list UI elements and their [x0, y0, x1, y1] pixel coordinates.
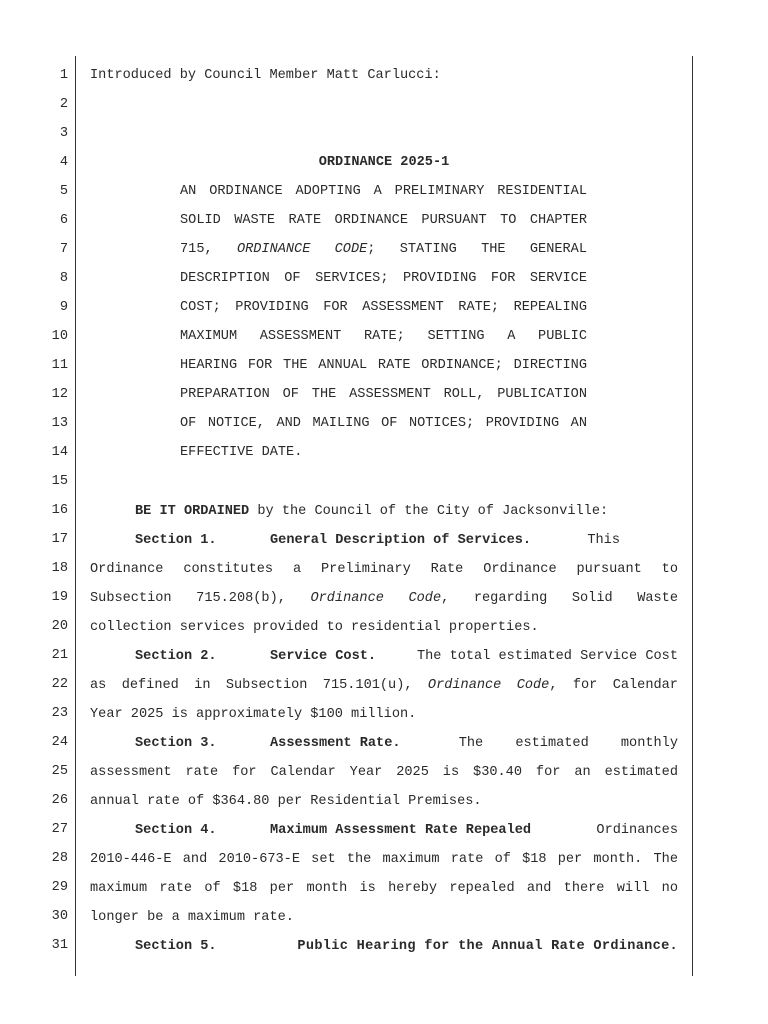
ordinance-code-citation: Ordinance Code: [310, 591, 442, 606]
line-number: 28: [51, 851, 68, 866]
line-number: 12: [51, 387, 68, 402]
line-number: 18: [51, 561, 68, 576]
caption-line-9: COST; PROVIDING FOR ASSESSMENT RATE; REPEALING: [180, 300, 587, 315]
body-text: as defined in Subsection 715.101(u),: [90, 678, 428, 693]
line-number: 2: [59, 97, 68, 112]
body-line-28: 2010-446-E and 2010-673-E set the maximum rate of $18 per month. The: [90, 852, 678, 867]
caption-line-13: OF NOTICE, AND MAILING OF NOTICES; PROVIDING AN: [180, 416, 587, 431]
line-number: 14: [51, 445, 68, 460]
line-number: 20: [51, 619, 68, 634]
enacting-text: by the Council of the City of Jacksonville:: [249, 504, 609, 519]
section-text: Ordinances: [596, 823, 678, 838]
line-number: 23: [51, 706, 68, 721]
caption-line-14: EFFECTIVE DATE.: [180, 445, 303, 460]
caption-line-8: DESCRIPTION OF SERVICES; PROVIDING FOR SERVICE: [180, 271, 587, 286]
section-title: Service Cost.: [270, 649, 377, 664]
section-4-heading: [90, 816, 678, 845]
line-number: 5: [59, 184, 68, 199]
caption-line-12: PREPARATION OF THE ASSESSMENT ROLL, PUBLICATION: [180, 387, 587, 402]
ordinance-code-citation: ORDINANCE CODE: [236, 242, 368, 257]
section-number: Section 4.: [135, 823, 217, 838]
body-line-23: Year 2025 is approximately $100 million.: [90, 707, 417, 722]
line-number: 27: [51, 822, 68, 837]
section-number: Section 3.: [135, 736, 217, 751]
ordinance-title: ORDINANCE 2025-1: [318, 155, 450, 170]
line-number: 22: [51, 677, 68, 692]
body-line-30: longer be a maximum rate.: [90, 910, 294, 925]
line-number: 7: [59, 242, 68, 257]
line-number: 17: [51, 532, 68, 547]
body-line-20: collection services provided to residential properties.: [90, 620, 539, 635]
line-number: 13: [51, 416, 68, 431]
section-5-heading: [90, 932, 678, 961]
section-text: This: [587, 533, 620, 548]
left-margin-rule: [75, 56, 76, 976]
body-line-25: assessment rate for Calendar Year 2025 is $30.40 for an estimated: [90, 765, 678, 780]
body-line-18: Ordinance constitutes a Preliminary Rate Ordinance pursuant to: [90, 562, 678, 577]
ordinance-code-citation: Ordinance Code: [427, 678, 550, 693]
body-line-22: [90, 671, 678, 700]
section-text: The estimated monthly: [458, 736, 678, 751]
line-number: 29: [51, 880, 68, 895]
line-number: 4: [59, 155, 68, 170]
caption-line-6: SOLID WASTE RATE ORDINANCE PURSUANT TO CHAPTER: [180, 213, 587, 228]
caption-text: ; STATING THE GENERAL: [367, 242, 587, 257]
body-text: Subsection 715.208(b),: [90, 591, 311, 606]
body-text: , regarding Solid Waste: [441, 591, 678, 606]
caption-line-10: MAXIMUM ASSESSMENT RATE; SETTING A PUBLIC: [180, 329, 587, 344]
introduced-by-line: Introduced by Council Member Matt Carlucci:: [90, 68, 441, 83]
line-number: 9: [59, 300, 68, 315]
line-number: 19: [51, 590, 68, 605]
line-number: 1: [59, 68, 68, 83]
line-number: 11: [51, 358, 68, 373]
line-number: 3: [59, 126, 68, 141]
line-number: 10: [51, 329, 68, 344]
line-number: 15: [51, 474, 68, 489]
caption-text: 715,: [180, 242, 213, 257]
line-number: 31: [51, 938, 68, 953]
body-line-29: maximum rate of $18 per month is hereby repealed and there will no: [90, 881, 678, 896]
line-number: 24: [51, 735, 68, 750]
line-number: 8: [59, 271, 68, 286]
section-title: Maximum Assessment Rate Repealed: [270, 823, 532, 838]
body-text: , for Calendar: [549, 678, 678, 693]
section-number: Section 5.: [135, 939, 217, 954]
section-title: General Description of Services.: [270, 533, 532, 548]
line-number: 25: [51, 764, 68, 779]
line-number: 21: [51, 648, 68, 663]
section-2-heading: [90, 642, 678, 671]
section-title: Public Hearing for the Annual Rate Ordinance.: [297, 939, 678, 954]
caption-line-11: HEARING FOR THE ANNUAL RATE ORDINANCE; DIRECTING: [180, 358, 587, 373]
section-number: Section 1.: [135, 533, 217, 548]
line-number: 6: [59, 213, 68, 228]
section-text: The total estimated Service Cost: [416, 649, 678, 664]
caption-line-5: AN ORDINANCE ADOPTING A PRELIMINARY RESIDENTIAL: [180, 184, 587, 199]
enacting-bold: BE IT ORDAINED: [135, 504, 250, 519]
section-3-heading: [90, 729, 678, 758]
enacting-clause: [90, 497, 678, 526]
section-number: Section 2.: [135, 649, 217, 664]
body-line-19: [90, 584, 678, 613]
line-number: 16: [51, 503, 68, 518]
body-line-26: annual rate of $364.80 per Residential Premises.: [90, 794, 482, 809]
line-number: 30: [51, 909, 68, 924]
line-number: 26: [51, 793, 68, 808]
section-title: Assessment Rate.: [270, 736, 401, 751]
right-margin-rule: [692, 56, 693, 976]
section-1-heading: [90, 526, 678, 555]
caption-line-7: [180, 235, 587, 264]
